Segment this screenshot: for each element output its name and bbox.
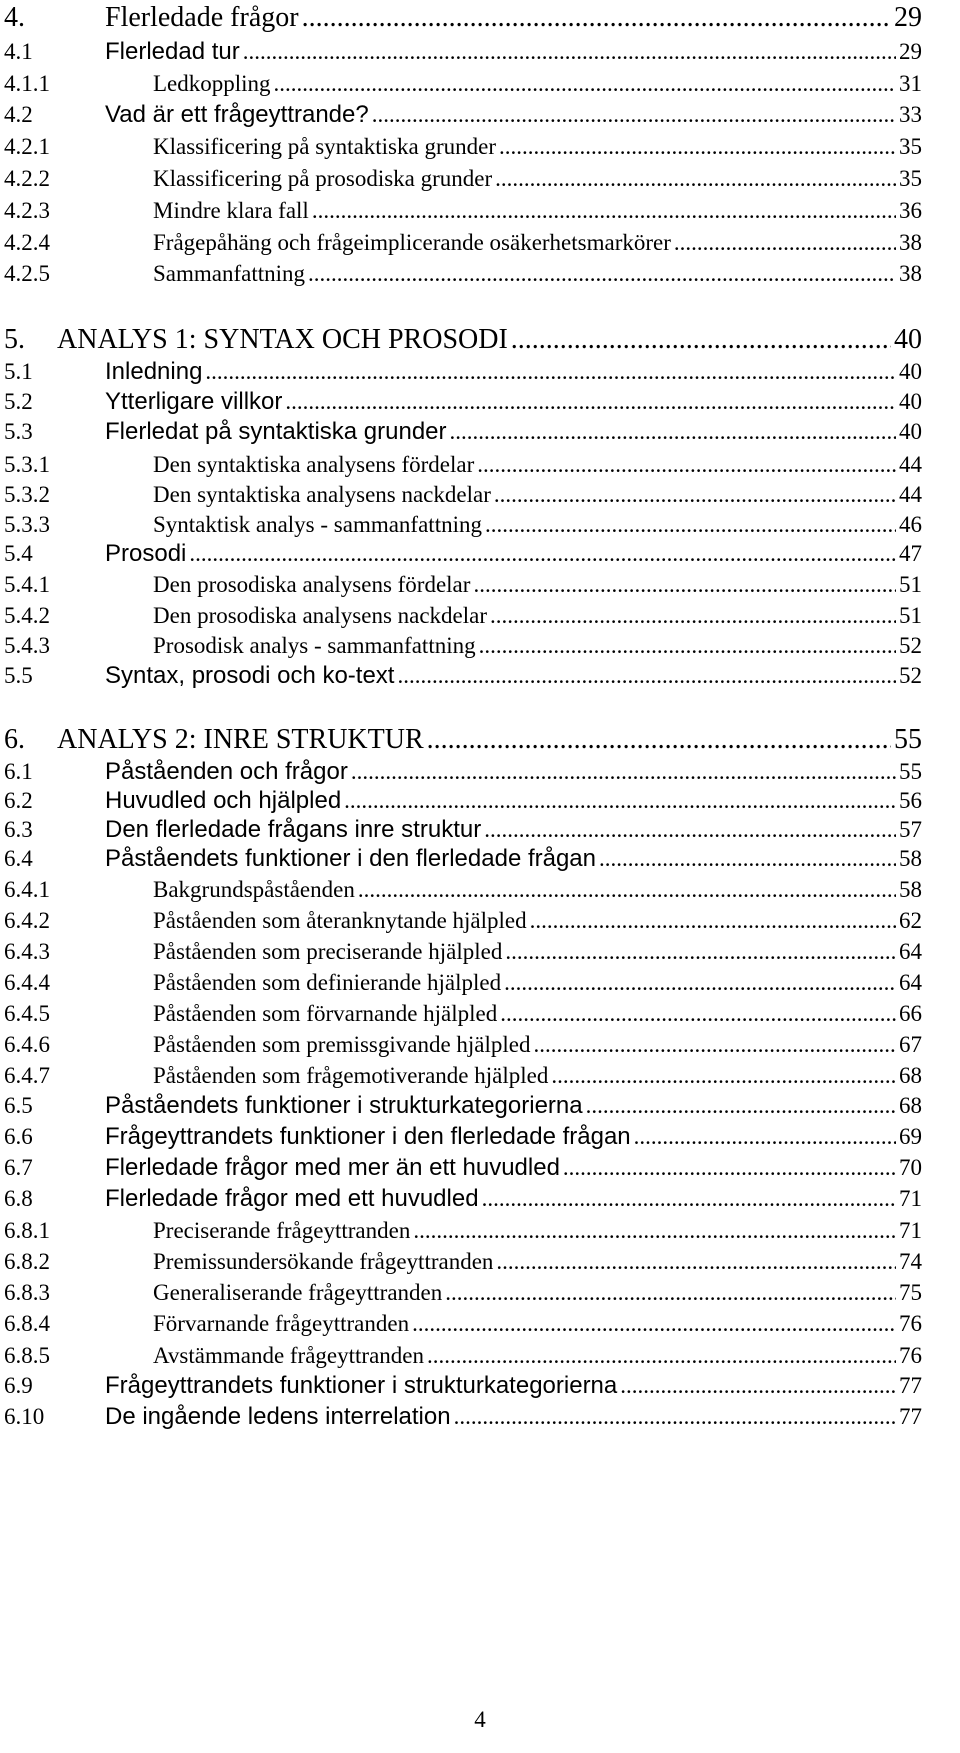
toc-dot-leader: [485, 513, 896, 536]
toc-entry[interactable]: 6.4.4 Påståenden som definierande hjälpled ..... 64: [4, 971, 922, 994]
toc-entry-title: Bakgrundspåståenden: [153, 877, 355, 902]
toc-entry-title: Frågeyttrandets funktioner i den flerledade frågan: [105, 1123, 631, 1150]
toc-entry[interactable]: 5.4 Prosodi ..... 47: [4, 542, 922, 566]
toc-dot-leader: [634, 1125, 896, 1148]
toc-dot-leader: [412, 1312, 896, 1335]
toc-entry[interactable]: 6.2 Huvudled och hjälpled ..... 56: [4, 789, 922, 813]
toc-entry[interactable]: 6.8.3 Generaliserande frågeyttranden ..... 75: [4, 1281, 922, 1304]
toc-entry-page: 36: [899, 198, 922, 223]
toc-entry-title: Klassificering på syntaktiska grunder: [153, 134, 496, 159]
toc-entry-page: 76: [899, 1343, 922, 1368]
toc-entry-title: ANALYS 1: SYNTAX OCH PROSODI: [57, 324, 508, 355]
toc-dot-leader: [351, 760, 896, 783]
toc-entry-page: 56: [899, 788, 922, 813]
toc-entry-page: 40: [899, 359, 922, 384]
toc-dot-leader: [551, 1064, 896, 1087]
toc-entry[interactable]: 6.10 De ingående ledens interrelation ..... 77: [4, 1405, 922, 1429]
toc-entry[interactable]: 5.3 Flerledat på syntaktiska grunder ..... 40: [4, 420, 922, 444]
toc-entry[interactable]: 5.4.1 Den prosodiska analysens fördelar ..... 51: [4, 573, 922, 596]
toc-dot-leader: [499, 135, 896, 158]
toc-entry-page: 51: [899, 572, 922, 597]
toc-entry-title: Prosodi: [105, 540, 187, 567]
toc-entry-page: 70: [899, 1155, 922, 1180]
toc-entry[interactable]: 4. Flerledade frågor ..... 29: [4, 4, 922, 32]
toc-entry[interactable]: 6. ANALYS 2: INRE STRUKTUR ..... 55: [4, 726, 922, 754]
toc-entry-title: Påståenden som förvarnande hjälpled: [153, 1001, 498, 1026]
toc-entry-title: Den prosodiska analysens fördelar: [153, 572, 471, 597]
toc-entry[interactable]: 5. ANALYS 1: SYNTAX OCH PROSODI ..... 40: [4, 326, 922, 354]
toc-entry-title: Huvudled och hjälpled: [105, 787, 342, 814]
toc-dot-leader: [563, 1156, 896, 1179]
toc-entry-page: 67: [899, 1032, 922, 1057]
toc-entry-page: 71: [899, 1186, 922, 1211]
toc-entry-title: Påståendets funktioner i den flerledade frågan: [105, 845, 597, 872]
toc-dot-leader: [445, 1281, 896, 1304]
toc-entry-title: ANALYS 2: INRE STRUKTUR: [57, 724, 424, 755]
toc-entry[interactable]: 5.3.2 Den syntaktiska analysens nackdelar ..... 44: [4, 483, 922, 506]
toc-dot-leader: [500, 1002, 896, 1025]
toc-entry-title: Flerledad tur: [105, 38, 240, 65]
toc-entry-page: 31: [899, 71, 922, 96]
toc-dot-leader: [534, 1033, 896, 1056]
toc-entry[interactable]: 6.4.6 Påståenden som premissgivande hjälpled ..... 67: [4, 1033, 922, 1056]
toc-entry-title: Den prosodiska analysens nackdelar: [153, 603, 488, 628]
toc-entry-title: Avstämmande frågeyttranden: [153, 1343, 424, 1368]
toc-entry-title: Flerledade frågor med mer än ett huvudled: [105, 1154, 560, 1181]
toc-dot-leader: [484, 818, 896, 841]
toc-entry[interactable]: 6.8.4 Förvarnande frågeyttranden ..... 76: [4, 1312, 922, 1335]
toc-entry[interactable]: 4.2 Vad är ett frågeyttrande? ..... 33: [4, 103, 922, 127]
toc-entry[interactable]: 5.2 Ytterligare villkor ..... 40: [4, 390, 922, 414]
toc-entry-title: Påståenden som preciserande hjälpled: [153, 939, 503, 964]
toc-dot-leader: [674, 231, 896, 254]
toc-entry[interactable]: 6.7 Flerledade frågor med mer än ett huvudled ..... 70: [4, 1156, 922, 1180]
toc-dot-leader: [511, 326, 891, 354]
toc-entry-title: Syntaktisk analys - sammanfattning: [153, 512, 482, 537]
toc-entry-page: 44: [899, 482, 922, 507]
toc-entry[interactable]: 4.2.1 Klassificering på syntaktiska grunder ..... 35: [4, 135, 922, 158]
toc-entry-title: Påståenden som frågemotiverande hjälpled: [153, 1063, 549, 1088]
toc-entry-title: Ledkoppling: [153, 71, 271, 96]
toc-entry-title: Påståenden som premissgivande hjälpled: [153, 1032, 531, 1057]
toc-dot-leader: [477, 453, 896, 476]
toc-dot-leader: [479, 634, 896, 657]
toc-dot-leader: [505, 940, 896, 963]
toc-entry-page: 71: [899, 1218, 922, 1243]
toc-dot-leader: [205, 360, 896, 383]
toc-dot-leader: [620, 1374, 896, 1397]
toc-entry[interactable]: 4.1.1 Ledkoppling ..... 31: [4, 72, 922, 95]
toc-entry-page: 33: [899, 102, 922, 127]
toc-entry-title: Ytterligare villkor: [105, 388, 283, 415]
toc-entry-page: 47: [899, 541, 922, 566]
toc-entry[interactable]: 6.1 Påståenden och frågor ..... 55: [4, 760, 922, 784]
toc-dot-leader: [473, 573, 896, 596]
toc-entry[interactable]: 5.1 Inledning ..... 40: [4, 360, 922, 384]
toc-entry[interactable]: 5.3.1 Den syntaktiska analysens fördelar ..... 44: [4, 453, 922, 476]
toc-dot-leader: [427, 1344, 896, 1367]
toc-dot-leader: [454, 1405, 896, 1428]
toc-dot-leader: [302, 4, 891, 32]
toc-entry-page: 57: [899, 817, 922, 842]
toc-entry-page: 51: [899, 603, 922, 628]
toc-entry-page: 66: [899, 1001, 922, 1026]
toc-dot-leader: [496, 1250, 896, 1273]
toc-entry-title: Frågepåhäng och frågeimplicerande osäkerhetsmarkörer: [153, 230, 671, 255]
toc-entry-title: Påståenden som definierande hjälpled: [153, 970, 502, 995]
toc-entry[interactable]: 6.8.2 Premissundersökande frågeyttranden ..... 74: [4, 1250, 922, 1273]
toc-entry[interactable]: 6.5 Påståendets funktioner i strukturkategorierna ..... 68: [4, 1094, 922, 1118]
toc-entry[interactable]: 5.4.2 Den prosodiska analysens nackdelar ..... 51: [4, 604, 922, 627]
toc-entry-page: 40: [899, 389, 922, 414]
toc-entry-page: 62: [899, 908, 922, 933]
toc-entry[interactable]: 6.4.7 Påståenden som frågemotiverande hjälpled ..... 68: [4, 1064, 922, 1087]
toc-entry-page: 64: [899, 939, 922, 964]
toc-dot-leader: [274, 72, 896, 95]
toc-entry[interactable]: 6.3 Den flerledade frågans inre struktur ..... 57: [4, 818, 922, 842]
toc-entry-page: 29: [899, 39, 922, 64]
toc-entry[interactable]: 5.4.3 Prosodisk analys - sammanfattning ..... 52: [4, 634, 922, 657]
toc-dot-leader: [427, 726, 891, 754]
toc-entry-title: Förvarnande frågeyttranden: [153, 1311, 410, 1336]
toc-entry-title: Påståenden och frågor: [105, 758, 348, 785]
toc-entry[interactable]: 6.9 Frågeyttrandets funktioner i strukturkategorierna ..... 77: [4, 1374, 922, 1398]
toc-entry-page: 77: [899, 1373, 922, 1398]
toc-entry[interactable]: 4.2.2 Klassificering på prosodiska grunder ..... 35: [4, 167, 922, 190]
toc-entry[interactable]: 6.4.5 Påståenden som förvarnande hjälpled ..... 66: [4, 1002, 922, 1025]
toc-entry-page: 38: [899, 261, 922, 286]
toc-entry-title: Inledning: [105, 358, 203, 385]
toc-entry[interactable]: 5.5 Syntax, prosodi och ko-text ..... 52: [4, 664, 922, 688]
toc-dot-leader: [285, 390, 896, 413]
toc-entry[interactable]: 4.1 Flerledad tur ..... 29: [4, 40, 922, 64]
toc-dot-leader: [494, 483, 896, 506]
toc-dot-leader: [358, 878, 896, 901]
toc-entry-title: Sammanfattning: [153, 261, 306, 286]
toc-dot-leader: [344, 789, 896, 812]
toc-entry-title: Flerledade frågor med ett huvudled: [105, 1185, 479, 1212]
toc-entry[interactable]: 6.4.2 Påståenden som återanknytande hjälpled ..... 62: [4, 909, 922, 932]
toc-entry-title: Generaliserande frågeyttranden: [153, 1280, 443, 1305]
toc-entry-page: 35: [899, 166, 922, 191]
toc-entry-page: 52: [899, 633, 922, 658]
toc-dot-leader: [482, 1187, 896, 1210]
toc-entry-page: 40: [894, 324, 922, 355]
toc-entry-title: Flerledat på syntaktiska grunder: [105, 418, 447, 445]
toc-entry-page: 68: [899, 1063, 922, 1088]
toc-dot-leader: [312, 199, 896, 222]
toc-entry-page: 58: [899, 846, 922, 871]
toc-entry-page: 52: [899, 663, 922, 688]
toc-dot-leader: [372, 103, 896, 126]
toc-entry-page: 55: [899, 759, 922, 784]
toc-dot-leader: [450, 420, 896, 443]
toc-entry-title: Mindre klara fall: [153, 198, 309, 223]
toc-entry-page: 68: [899, 1093, 922, 1118]
toc-dot-leader: [243, 40, 896, 63]
toc-dot-leader: [189, 542, 896, 565]
toc-entry-page: 44: [899, 452, 922, 477]
toc-entry[interactable]: 4.2.4 Frågepåhäng och frågeimplicerande osäkerhetsmarkörer ..... 38: [4, 231, 922, 254]
toc-dot-leader: [530, 909, 896, 932]
toc-entry-title: Påståenden som återanknytande hjälpled: [153, 908, 527, 933]
toc-entry-title: Klassificering på prosodiska grunder: [153, 166, 493, 191]
toc-entry-page: 35: [899, 134, 922, 159]
toc-entry-page: 69: [899, 1124, 922, 1149]
toc-entry-title: Prosodisk analys - sammanfattning: [153, 633, 476, 658]
toc-entry[interactable]: 6.8 Flerledade frågor med ett huvudled ..... 71: [4, 1187, 922, 1211]
toc-entry[interactable]: 4.2.5 Sammanfattning ..... 38: [4, 262, 922, 285]
toc-dot-leader: [599, 847, 896, 870]
toc-entry[interactable]: 4.2.3 Mindre klara fall ..... 36: [4, 199, 922, 222]
toc-entry[interactable]: 6.4.1 Bakgrundspåståenden ..... 58: [4, 878, 922, 901]
toc-dot-leader: [308, 262, 896, 285]
toc-entry[interactable]: 6.8.5 Avstämmande frågeyttranden ..... 76: [4, 1344, 922, 1367]
toc-entry-title: Påståendets funktioner i strukturkategorierna: [105, 1092, 583, 1119]
toc-entry-page: 29: [894, 2, 922, 33]
toc-entry-page: 75: [899, 1280, 922, 1305]
toc-entry-title: De ingående ledens interrelation: [105, 1403, 451, 1430]
toc-entry-page: 74: [899, 1249, 922, 1274]
toc-entry-title: Vad är ett frågeyttrande?: [105, 101, 369, 128]
toc-entry[interactable]: 5.3.3 Syntaktisk analys - sammanfattning ..... 46: [4, 513, 922, 536]
toc-entry-page: 38: [899, 230, 922, 255]
toc-dot-leader: [413, 1219, 896, 1242]
toc-entry-title: Preciserande frågeyttranden: [153, 1218, 411, 1243]
toc-entry-page: 58: [899, 877, 922, 902]
toc-entry-page: 46: [899, 512, 922, 537]
toc-dot-leader: [586, 1094, 896, 1117]
toc-entry-page: 64: [899, 970, 922, 995]
toc-entry-page: 76: [899, 1311, 922, 1336]
toc-entry-title: Syntax, prosodi och ko-text: [105, 662, 395, 689]
toc-entry[interactable]: 6.6 Frågeyttrandets funktioner i den flerledade frågan ..... 69: [4, 1125, 922, 1149]
toc-entry-title: Den flerledade frågans inre struktur: [105, 816, 482, 843]
toc-entry-title: Premissundersökande frågeyttranden: [153, 1249, 494, 1274]
toc-dot-leader: [490, 604, 896, 627]
page-number: 4: [474, 1707, 486, 1732]
toc-dot-leader: [504, 971, 896, 994]
toc-entry-page: 77: [899, 1404, 922, 1429]
toc-entry[interactable]: 6.8.1 Preciserande frågeyttranden ..... 71: [4, 1219, 922, 1242]
toc-entry[interactable]: 6.4.3 Påståenden som preciserande hjälpled ..... 64: [4, 940, 922, 963]
toc-dot-leader: [397, 664, 896, 687]
toc-entry-title: Flerledade frågor: [105, 2, 299, 33]
toc-entry-page: 55: [894, 724, 922, 755]
toc-entry-title: Den syntaktiska analysens fördelar: [153, 452, 475, 477]
toc-entry-title: Frågeyttrandets funktioner i strukturkategorierna: [105, 1372, 618, 1399]
toc-entry-title: Den syntaktiska analysens nackdelar: [153, 482, 491, 507]
toc-entry-page: 40: [899, 419, 922, 444]
toc-entry[interactable]: 6.4 Påståendets funktioner i den flerledade frågan ..... 58: [4, 847, 922, 871]
toc-dot-leader: [495, 167, 896, 190]
